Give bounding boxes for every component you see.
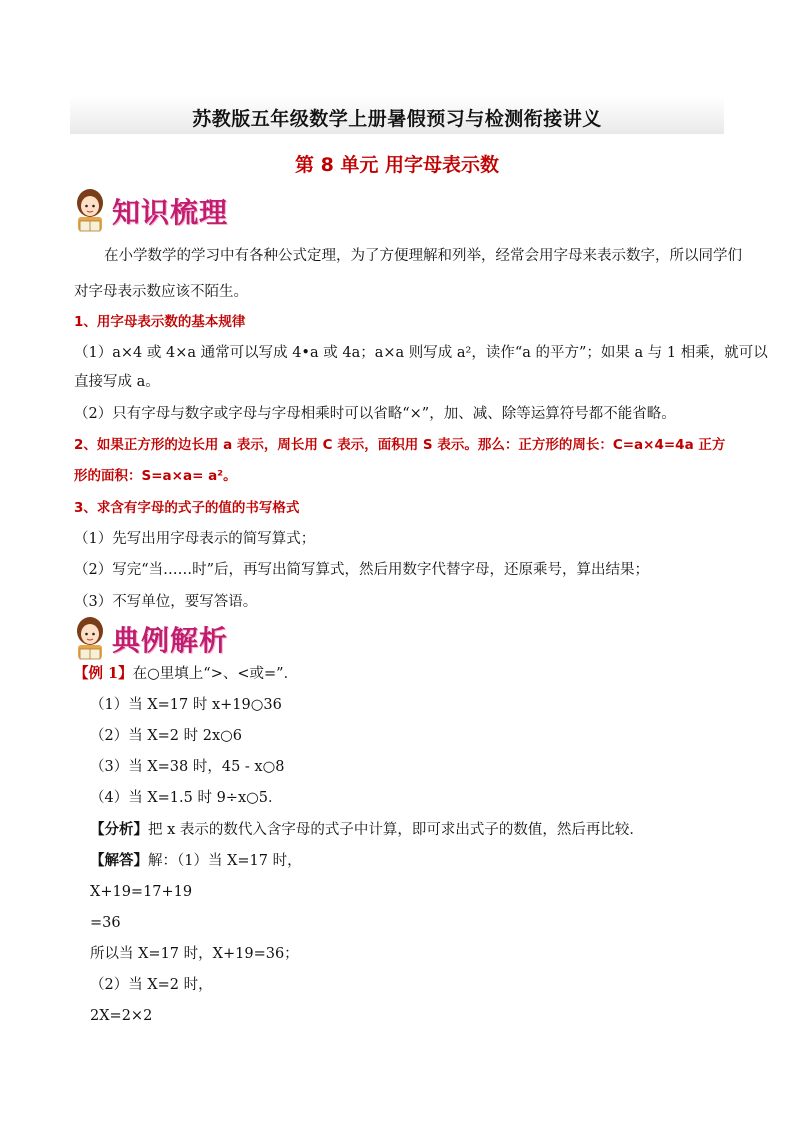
document-title: 苏教版五年级数学上册暑假预习与检测衔接讲义 <box>192 108 602 130</box>
solution-tag: 【解答】 <box>90 852 148 869</box>
question-4: （4）当 X=1.5 时 9÷x○5． <box>90 790 283 806</box>
unit-subtitle: 第 8 单元 用字母表示数 <box>294 154 500 176</box>
girl-reading-icon <box>72 615 108 663</box>
solution <box>90 851 302 871</box>
analysis-tag: 【分析】 <box>90 821 148 838</box>
work-line-2: =36 <box>90 915 121 931</box>
work-line-3: 所以当 X=17 时，X+19=36； <box>90 946 299 962</box>
rule-heading-1: 1、用字母表示数的基本规律 <box>74 314 246 330</box>
step-1: （1）先写出用字母表示的简写算式； <box>74 531 316 547</box>
examples-badge <box>72 614 228 664</box>
rule-heading-2-line-1: 2、如果正方形的边长用 a 表示，周长用 C 表示，面积用 S 表示。那么：正方形的周长：C=a×4=4a 正方 <box>74 437 726 453</box>
work-line-1: X+19=17+19 <box>90 884 193 900</box>
solution-text: 解：（1）当 X=17 时， <box>148 853 302 869</box>
girl-reading-icon <box>72 187 108 235</box>
examples-badge-text: 典例解析 <box>112 624 229 657</box>
rule-2: （2）只有字母与数字或字母与字母相乘时可以省略“×”，加、减、除等运算符号都不能省略。 <box>74 406 676 422</box>
question-2: （2）当 X=2 时 2x○6 <box>90 728 243 744</box>
rule-1-line-2: 直接写成 a。 <box>74 374 160 390</box>
rule-heading-3: 3、求含有字母的式子的值的书写格式 <box>74 500 300 516</box>
intro-line-1: 在小学数学的学习中有各种公式定理，为了方便理解和列举，经常会用字母来表示数字，所以同学们 <box>104 248 742 264</box>
question-3: （3）当 X=38 时，45 - x○8 <box>90 759 285 775</box>
work-line-4: （2）当 X=2 时， <box>90 977 213 993</box>
analysis-text: 把 x 表示的数代入含字母的式子中计算，即可求出式子的数值，然后再比较． <box>148 822 644 838</box>
question-1: （1）当 X=17 时 x+19○36 <box>90 697 282 713</box>
rule-1-line-1: （1）a×4 或 4×a 通常可以写成 4•a 或 4a；a×a 则写成 a²，读作“a 的平方”；如果 a 与 1 相乘，就可以 <box>74 345 768 361</box>
example-question: 在○里填上“>、<或=”． <box>132 666 299 682</box>
work-line-5: 2X=2×2 <box>90 1008 153 1024</box>
step-2: （2）写完“当……时”后，再写出简写算式，然后用数字代替字母，还原乘号，算出结果； <box>74 562 650 578</box>
example-1-prompt <box>74 664 298 684</box>
example-tag: 【例 1】 <box>74 665 133 682</box>
intro-line-2: 对字母表示数应该不陌生。 <box>74 284 248 300</box>
step-3: （3）不写单位，要写答语。 <box>74 594 258 610</box>
analysis <box>90 820 644 840</box>
knowledge-badge <box>72 186 228 236</box>
rule-heading-2-line-2: 形的面积：S=a×a= a²。 <box>74 468 237 484</box>
knowledge-badge-text: 知识梳理 <box>112 196 229 229</box>
